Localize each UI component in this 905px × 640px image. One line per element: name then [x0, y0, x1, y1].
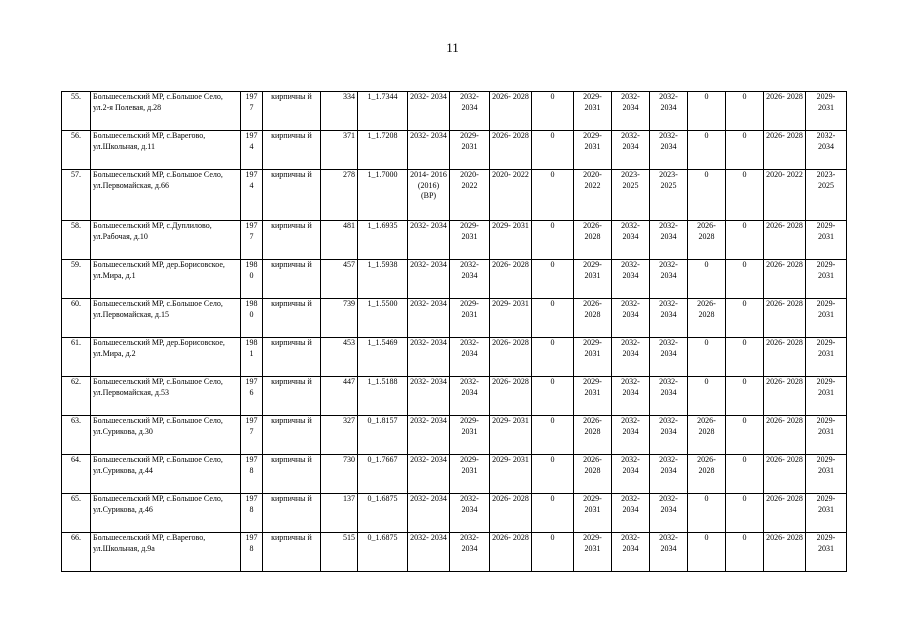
cell-period-sewage: 2029- 2031 [806, 260, 847, 299]
cell-period-water-cold: 2032- 2034 [612, 92, 650, 131]
cell-period-basement: 2026- 2028 [490, 494, 532, 533]
cell-period-lift: 0 [532, 455, 574, 494]
cell-area: 334 [321, 92, 358, 131]
cell-row-number: 58. [62, 221, 91, 260]
cell-period-facade: 2029- 2031 [450, 131, 490, 170]
cell-area: 137 [321, 494, 358, 533]
cell-priority-index: 1_1.7344 [358, 92, 408, 131]
cell-period-gas: 0 [688, 131, 726, 170]
cell-period-facade: 2029- 2031 [450, 455, 490, 494]
table-row [62, 299, 847, 338]
table-row [62, 455, 847, 494]
cell-address: Большесельский МР, с.Большое Село, ул.Сурикова, д.44 [91, 455, 241, 494]
cell-period-other: 0 [726, 377, 764, 416]
cell-period-water-hot: 2032- 2034 [650, 533, 688, 572]
cell-period-roof: 2032- 2034 [408, 494, 450, 533]
cell-period-other: 0 [726, 92, 764, 131]
cell-period-roof: 2032- 2034 [408, 338, 450, 377]
cell-row-number: 55. [62, 92, 91, 131]
cell-period-water-hot: 2023- 2025 [650, 170, 688, 221]
cell-period-gas: 2026- 2028 [688, 455, 726, 494]
cell-priority-index: 1_1.5500 [358, 299, 408, 338]
cell-year-built: 197 4 [241, 131, 263, 170]
cell-period-water-cold: 2023- 2025 [612, 170, 650, 221]
cell-period-heating: 2029- 2031 [574, 377, 612, 416]
cell-period-heating: 2029- 2031 [574, 338, 612, 377]
cell-period-lift: 0 [532, 338, 574, 377]
cell-period-gas: 0 [688, 494, 726, 533]
cell-period-water-hot: 2032- 2034 [650, 455, 688, 494]
cell-year-built: 198 0 [241, 299, 263, 338]
cell-area: 515 [321, 533, 358, 572]
cell-period-other: 0 [726, 131, 764, 170]
cell-period-roof: 2032- 2034 [408, 131, 450, 170]
cell-period-gas: 0 [688, 533, 726, 572]
cell-period-lift: 0 [532, 377, 574, 416]
cell-year-built: 198 0 [241, 260, 263, 299]
cell-period-facade: 2032- 2034 [450, 494, 490, 533]
cell-period-sewage: 2029- 2031 [806, 92, 847, 131]
table-row [62, 221, 847, 260]
cell-period-other: 0 [726, 299, 764, 338]
cell-period-water-cold: 2032- 2034 [612, 377, 650, 416]
cell-period-electric: 2026- 2028 [764, 299, 806, 338]
cell-priority-index: 1_1.6935 [358, 221, 408, 260]
cell-period-roof: 2032- 2034 [408, 92, 450, 131]
cell-period-basement: 2026- 2028 [490, 377, 532, 416]
cell-period-other: 0 [726, 338, 764, 377]
cell-period-lift: 0 [532, 131, 574, 170]
cell-period-electric: 2026- 2028 [764, 377, 806, 416]
cell-wall-material: кирпичны й [263, 494, 321, 533]
cell-period-electric: 2026- 2028 [764, 221, 806, 260]
cell-period-heating: 2026- 2028 [574, 416, 612, 455]
cell-wall-material: кирпичны й [263, 131, 321, 170]
table-row [62, 92, 847, 131]
cell-period-roof: 2032- 2034 [408, 533, 450, 572]
cell-period-basement: 2026- 2028 [490, 533, 532, 572]
cell-period-electric: 2026- 2028 [764, 494, 806, 533]
cell-period-water-cold: 2032- 2034 [612, 416, 650, 455]
cell-period-water-cold: 2032- 2034 [612, 221, 650, 260]
cell-period-basement: 2029- 2031 [490, 221, 532, 260]
cell-period-water-hot: 2032- 2034 [650, 260, 688, 299]
cell-period-lift: 0 [532, 299, 574, 338]
table-row [62, 170, 847, 221]
cell-period-facade: 2032- 2034 [450, 260, 490, 299]
cell-period-basement: 2026- 2028 [490, 260, 532, 299]
cell-address: Большесельский МР, с.Большое Село, ул.Первомайская, д.66 [91, 170, 241, 221]
cell-period-lift: 0 [532, 260, 574, 299]
cell-period-water-cold: 2032- 2034 [612, 299, 650, 338]
cell-period-water-hot: 2032- 2034 [650, 377, 688, 416]
cell-period-other: 0 [726, 260, 764, 299]
cell-period-sewage: 2029- 2031 [806, 221, 847, 260]
cell-period-other: 0 [726, 416, 764, 455]
cell-priority-index: 1_1.5938 [358, 260, 408, 299]
cell-period-roof: 2032- 2034 [408, 221, 450, 260]
cell-period-sewage: 2029- 2031 [806, 338, 847, 377]
cell-period-facade: 2020- 2022 [450, 170, 490, 221]
cell-period-electric: 2026- 2028 [764, 416, 806, 455]
cell-period-gas: 0 [688, 338, 726, 377]
cell-address: Большесельский МР, дер.Борисовское, ул.Мира, д.2 [91, 338, 241, 377]
cell-area: 453 [321, 338, 358, 377]
cell-address: Большесельский МР, с.Большое Село, ул.Сурикова, д.30 [91, 416, 241, 455]
cell-year-built: 197 7 [241, 221, 263, 260]
table-row [62, 260, 847, 299]
cell-period-water-hot: 2032- 2034 [650, 494, 688, 533]
cell-period-basement: 2026- 2028 [490, 338, 532, 377]
table-row [62, 533, 847, 572]
cell-period-roof: 2032- 2034 [408, 416, 450, 455]
table-row [62, 338, 847, 377]
cell-period-sewage: 2029- 2031 [806, 299, 847, 338]
cell-period-electric: 2026- 2028 [764, 131, 806, 170]
cell-address: Большесельский МР, с.Большое Село, ул.2-я Полевая, д.28 [91, 92, 241, 131]
cell-period-gas: 0 [688, 92, 726, 131]
cell-year-built: 198 1 [241, 338, 263, 377]
cell-address: Большесельский МР, дер.Борисовское, ул.Мира, д.1 [91, 260, 241, 299]
cell-period-roof: 2032- 2034 [408, 377, 450, 416]
cell-period-water-hot: 2032- 2034 [650, 338, 688, 377]
cell-period-heating: 2029- 2031 [574, 260, 612, 299]
cell-priority-index: 1_1.7000 [358, 170, 408, 221]
cell-period-facade: 2032- 2034 [450, 377, 490, 416]
cell-year-built: 197 8 [241, 533, 263, 572]
cell-period-gas: 0 [688, 170, 726, 221]
cell-priority-index: 0_1.6875 [358, 533, 408, 572]
cell-wall-material: кирпичны й [263, 299, 321, 338]
cell-address: Большесельский МР, с.Дуплилово, ул.Рабочая, д.10 [91, 221, 241, 260]
cell-period-heating: 2020- 2022 [574, 170, 612, 221]
cell-period-heating: 2029- 2031 [574, 92, 612, 131]
cell-period-electric: 2026- 2028 [764, 338, 806, 377]
cell-period-gas: 0 [688, 260, 726, 299]
cell-period-basement: 2029- 2031 [490, 455, 532, 494]
cell-priority-index: 0_1.8157 [358, 416, 408, 455]
cell-area: 730 [321, 455, 358, 494]
cell-priority-index: 1_1.7208 [358, 131, 408, 170]
cell-priority-index: 1_1.5188 [358, 377, 408, 416]
cell-period-electric: 2020- 2022 [764, 170, 806, 221]
cell-wall-material: кирпичны й [263, 416, 321, 455]
cell-year-built: 197 6 [241, 377, 263, 416]
housing-repair-table [61, 91, 847, 572]
cell-priority-index: 0_1.7667 [358, 455, 408, 494]
cell-area: 371 [321, 131, 358, 170]
cell-period-lift: 0 [532, 533, 574, 572]
cell-row-number: 56. [62, 131, 91, 170]
cell-period-electric: 2026- 2028 [764, 455, 806, 494]
cell-period-gas: 2026- 2028 [688, 221, 726, 260]
cell-period-facade: 2029- 2031 [450, 416, 490, 455]
cell-period-lift: 0 [532, 92, 574, 131]
cell-year-built: 197 4 [241, 170, 263, 221]
cell-period-lift: 0 [532, 494, 574, 533]
cell-row-number: 59. [62, 260, 91, 299]
cell-row-number: 57. [62, 170, 91, 221]
cell-address: Большесельский МР, с.Большое Село, ул.Первомайская, д.53 [91, 377, 241, 416]
cell-period-electric: 2026- 2028 [764, 92, 806, 131]
cell-area: 457 [321, 260, 358, 299]
cell-area: 278 [321, 170, 358, 221]
cell-period-lift: 0 [532, 416, 574, 455]
cell-period-other: 0 [726, 455, 764, 494]
cell-period-gas: 2026- 2028 [688, 416, 726, 455]
cell-row-number: 65. [62, 494, 91, 533]
cell-wall-material: кирпичны й [263, 92, 321, 131]
cell-period-water-hot: 2032- 2034 [650, 299, 688, 338]
cell-area: 739 [321, 299, 358, 338]
cell-area: 481 [321, 221, 358, 260]
cell-period-electric: 2026- 2028 [764, 533, 806, 572]
cell-row-number: 66. [62, 533, 91, 572]
cell-period-water-cold: 2032- 2034 [612, 455, 650, 494]
cell-row-number: 64. [62, 455, 91, 494]
cell-row-number: 63. [62, 416, 91, 455]
cell-area: 447 [321, 377, 358, 416]
cell-period-facade: 2029- 2031 [450, 299, 490, 338]
cell-wall-material: кирпичны й [263, 170, 321, 221]
cell-period-facade: 2032- 2034 [450, 533, 490, 572]
cell-period-roof: 2032- 2034 [408, 455, 450, 494]
cell-year-built: 197 7 [241, 416, 263, 455]
cell-period-water-cold: 2032- 2034 [612, 533, 650, 572]
cell-period-water-cold: 2032- 2034 [612, 260, 650, 299]
cell-address: Большесельский МР, с.Большое Село, ул.Сурикова, д.46 [91, 494, 241, 533]
cell-period-sewage: 2023- 2025 [806, 170, 847, 221]
cell-period-water-hot: 2032- 2034 [650, 131, 688, 170]
cell-period-water-cold: 2032- 2034 [612, 494, 650, 533]
cell-wall-material: кирпичны й [263, 260, 321, 299]
cell-period-other: 0 [726, 221, 764, 260]
cell-period-water-cold: 2032- 2034 [612, 131, 650, 170]
cell-period-electric: 2026- 2028 [764, 260, 806, 299]
cell-year-built: 197 7 [241, 92, 263, 131]
cell-period-water-cold: 2032- 2034 [612, 338, 650, 377]
cell-period-heating: 2029- 2031 [574, 131, 612, 170]
cell-year-built: 197 8 [241, 494, 263, 533]
cell-period-sewage: 2029- 2031 [806, 377, 847, 416]
cell-period-water-hot: 2032- 2034 [650, 221, 688, 260]
table-row [62, 131, 847, 170]
cell-period-other: 0 [726, 533, 764, 572]
cell-period-sewage: 2029- 2031 [806, 494, 847, 533]
cell-period-gas: 2026- 2028 [688, 299, 726, 338]
cell-period-basement: 2026- 2028 [490, 131, 532, 170]
cell-row-number: 61. [62, 338, 91, 377]
cell-wall-material: кирпичны й [263, 338, 321, 377]
table-body [62, 92, 847, 572]
cell-period-heating: 2026- 2028 [574, 221, 612, 260]
cell-period-roof: 2032- 2034 [408, 260, 450, 299]
table-row [62, 377, 847, 416]
cell-period-facade: 2032- 2034 [450, 338, 490, 377]
cell-period-lift: 0 [532, 221, 574, 260]
cell-wall-material: кирпичны й [263, 221, 321, 260]
cell-period-other: 0 [726, 494, 764, 533]
cell-period-sewage: 2029- 2031 [806, 455, 847, 494]
cell-row-number: 60. [62, 299, 91, 338]
cell-period-water-hot: 2032- 2034 [650, 416, 688, 455]
cell-period-gas: 0 [688, 377, 726, 416]
cell-priority-index: 0_1.6875 [358, 494, 408, 533]
table-row [62, 416, 847, 455]
cell-period-facade: 2029- 2031 [450, 221, 490, 260]
cell-period-basement: 2029- 2031 [490, 299, 532, 338]
table-row [62, 494, 847, 533]
cell-period-sewage: 2029- 2031 [806, 533, 847, 572]
cell-priority-index: 1_1.5469 [358, 338, 408, 377]
cell-wall-material: кирпичны й [263, 377, 321, 416]
cell-area: 327 [321, 416, 358, 455]
cell-period-lift: 0 [532, 170, 574, 221]
cell-period-water-hot: 2032- 2034 [650, 92, 688, 131]
cell-period-basement: 2026- 2028 [490, 92, 532, 131]
cell-period-basement: 2020- 2022 [490, 170, 532, 221]
cell-period-other: 0 [726, 170, 764, 221]
page-number: 11 [446, 40, 459, 55]
cell-address: Большесельский МР, с.Большое Село, ул.Первомайская, д.15 [91, 299, 241, 338]
cell-period-facade: 2032- 2034 [450, 92, 490, 131]
cell-wall-material: кирпичны й [263, 455, 321, 494]
cell-period-sewage: 2029- 2031 [806, 416, 847, 455]
cell-address: Большесельский МР, с.Варегово, ул.Школьная, д.11 [91, 131, 241, 170]
cell-wall-material: кирпичны й [263, 533, 321, 572]
cell-period-heating: 2029- 2031 [574, 533, 612, 572]
cell-period-basement: 2029- 2031 [490, 416, 532, 455]
cell-period-heating: 2026- 2028 [574, 455, 612, 494]
cell-period-heating: 2029- 2031 [574, 494, 612, 533]
cell-period-roof: 2032- 2034 [408, 299, 450, 338]
cell-year-built: 197 8 [241, 455, 263, 494]
cell-row-number: 62. [62, 377, 91, 416]
cell-address: Большесельский МР, с.Варегово, ул.Школьная, д.9а [91, 533, 241, 572]
cell-period-roof: 2014- 2016 (2016) (ВР) [408, 170, 450, 221]
cell-period-sewage: 2032- 2034 [806, 131, 847, 170]
cell-period-heating: 2026- 2028 [574, 299, 612, 338]
